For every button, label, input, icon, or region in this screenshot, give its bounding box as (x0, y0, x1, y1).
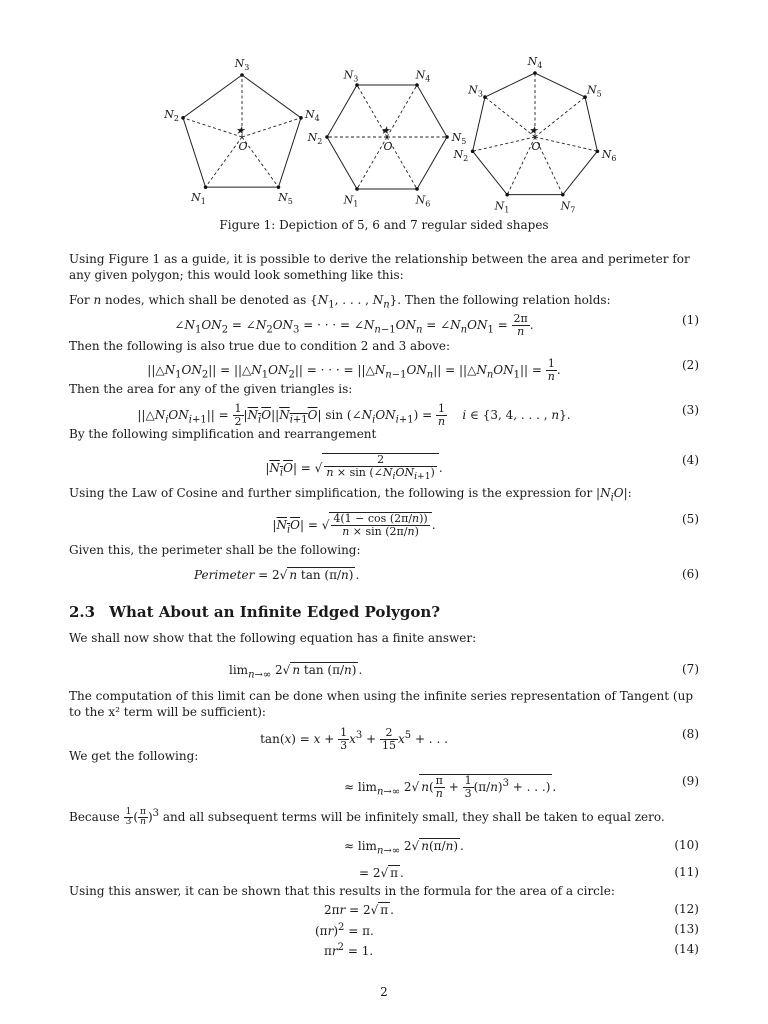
hexagon-vertex (325, 135, 329, 139)
heptagon-vertex-label: $N_5$ (587, 83, 602, 99)
heptagon-vertex-label: $N_3$ (468, 83, 483, 99)
equation-5: $|N_iO|$ = √ $\frac{4(1 - \cos (2\pi/n))}{n \times \sin (2\pi/n)}$ . (5) (272, 512, 699, 538)
paragraph-perimeter: Given this, the perimeter shall be the following: (69, 543, 361, 557)
section-title: What About an Infinite Edged Polygon? (109, 603, 441, 621)
inline-fraction: $\frac{1}{3}$ ( $\frac{\pi}{n}$ )$^3$ (125, 807, 160, 827)
heptagon-vertex (561, 193, 565, 197)
figure-regular-polygons (160, 55, 620, 215)
pentagon-vertex (277, 185, 281, 189)
heptagon-vertex-label: $N_7$ (560, 199, 576, 215)
section-number: 2.3 (69, 603, 96, 621)
equation-number: (12) (674, 902, 699, 916)
equation-10: ≈ $\lim_{n\to\infty} 2√$ n(π/n) . (10) (344, 838, 699, 857)
equation-6: Perimeter = 2√ n tan (π/n) . (6) (194, 567, 699, 582)
heptagon-vertex (533, 71, 537, 75)
paragraph-condition: Then the following is also true due to condition 2 and 3 above: (69, 339, 451, 353)
paragraph-because: Because $\frac{1}{3}$ ( $\frac{\pi}{n}$ )$^3$ and all subsequent terms will be infinitely small, they shall be taken to equal zero. (69, 807, 665, 827)
pentagon-radius (242, 118, 301, 137)
paragraph-tangent-series: The computation of this limit can be done when using the infinite series representation of Tangent (up to the x² term will be sufficient): (69, 689, 693, 719)
paragraph-nodes: For n nodes, which shall be denoted as {$N_1$, . . . , $N_n$}. Then the following relation holds: (69, 293, 611, 311)
heptagon-vertex-label: $N_1$ (494, 199, 510, 215)
hexagon-diagram (307, 69, 467, 209)
pentagon-center-label: O (238, 140, 248, 153)
paragraph-law-of-cosine: Using the Law of Cosine and further simplification, the following is the expression for $|N_iO|$: (69, 486, 632, 504)
pentagon-vertex-label: $N_4$ (305, 108, 320, 124)
hexagon-vertex-label: $N_4$ (415, 68, 431, 84)
equation-number: (11) (674, 865, 699, 879)
equation-number: (8) (682, 727, 699, 741)
hexagon-center-star: ★ (380, 124, 390, 137)
equation-number: (6) (682, 567, 699, 581)
equation-4: $|N_iO|$ = √ $\frac{2}{n \times \sin (\angle N_iON_{i+1})}$ . (4) (265, 453, 699, 483)
section-heading (69, 603, 454, 621)
equation-number: (2) (682, 358, 699, 372)
paragraph-area: Then the area for any of the given triangles is: (69, 382, 353, 396)
pentagon-vertex (240, 73, 244, 77)
heptagon-vertex (505, 193, 509, 197)
paragraph-finite-answer: We shall now show that the following equation has a finite answer: (69, 631, 477, 645)
hexagon-vertex-label: $N_2$ (307, 131, 323, 146)
equation-number: (13) (674, 922, 699, 936)
equation-13: $(\pi r)^2 = \pi$. (13) (315, 922, 699, 938)
equation-12: 2πr = 2√ π . (12) (324, 902, 699, 917)
equation-7: $\lim_{n\to\infty} 2√$ n tan (π/n) . (7) (229, 662, 699, 681)
pentagon-vertex-label: $N_2$ (164, 108, 179, 124)
pentagon-radius (183, 118, 242, 137)
equation-9: ≈ $\lim_{n\to\infty} 2√$ n( $\frac{\pi}{n}$ + $\frac{1}{3}$ $(\pi/n)^3$ + . . .) . (9) (344, 774, 699, 800)
hexagon-vertex-label: $N_3$ (343, 68, 359, 84)
heptagon-vertex-label: $N_6$ (601, 147, 617, 163)
equation-number: (3) (682, 403, 699, 417)
pentagon-radius (206, 137, 242, 187)
heptagon-vertex (471, 149, 475, 153)
hexagon-vertex (355, 187, 359, 191)
heptagon-center-label: O (531, 140, 541, 153)
equation-1: $\angle N_1ON_2$ = $\angle N_2ON_3$ = · · · = $\angle N_{n-1}ON_n$ = $\angle N_nON_1$ = $\frac{2\pi}{n}$ . (1) (174, 312, 699, 338)
hexagon-vertex-label: $N_5$ (451, 131, 467, 146)
heptagon-center-star: ★ (528, 124, 538, 137)
heptagon-diagram (453, 55, 617, 214)
pentagon-vertex-label: $N_1$ (191, 190, 206, 206)
figure-caption: Figure 1: Depiction of 5, 6 and 7 regular sided shapes (219, 218, 549, 232)
equation-number: (9) (682, 774, 699, 788)
equation-14: $\pi r^2 = 1$. (14) (324, 942, 699, 958)
equation-8: tan(x) = x + $\frac{1}{3}$ $x^3$ + $\frac{2}{15}$ $x^5$ + . . . (8) (260, 726, 699, 752)
equation-number: (4) (682, 453, 699, 467)
heptagon-radius (473, 137, 535, 151)
heptagon-vertex (596, 149, 600, 153)
pentagon-vertex (181, 116, 185, 120)
equation-11: = 2√ π . (11) (359, 865, 699, 880)
equation-2: $||\triangle N_1ON_2||$ = $||\triangle N_1ON_2||$ = · · · = $||\triangle N_{n-1}ON_n||$ = $||\triangle N_nON_1||$ = $\frac{1}{n}$ . (2) (147, 357, 699, 383)
equation-number: (10) (674, 838, 699, 852)
equation-number: (7) (682, 662, 699, 676)
paragraph-we-get: We get the following: (69, 749, 199, 763)
page-number: 2 (380, 985, 388, 999)
pentagon-vertex-label: $N_3$ (234, 57, 250, 72)
paragraph-circle: Using this answer, it can be shown that this results in the formula for the area of a circle: (69, 884, 615, 898)
heptagon-radius (535, 137, 597, 151)
hexagon-radius (387, 85, 417, 137)
paragraph-intro: Using Figure 1 as a guide, it is possible to derive the relationship between the area and perimeter for any given polygon; this would look something like this: (69, 252, 690, 282)
equation-number: (14) (674, 942, 699, 956)
hexagon-vertex (415, 83, 419, 87)
hexagon-vertex-label: $N_1$ (343, 193, 359, 209)
pentagon-vertex (204, 185, 208, 189)
hexagon-center-label: O (383, 140, 393, 153)
hexagon-vertex-label: $N_6$ (415, 193, 431, 209)
pentagon-center-star: ★ (235, 124, 245, 137)
pentagon-vertex-label: $N_5$ (278, 190, 293, 206)
pentagon-diagram (163, 57, 319, 206)
hexagon-vertex (445, 135, 449, 139)
hexagon-vertex (415, 187, 419, 191)
equation-number: (1) (682, 313, 699, 327)
heptagon-vertex (483, 95, 487, 99)
heptagon-vertex-label: $N_4$ (527, 55, 543, 70)
hexagon-vertex (355, 83, 359, 87)
heptagon-radius (535, 97, 585, 137)
equation-number: (5) (682, 512, 699, 526)
heptagon-vertex-label: $N_2$ (453, 147, 469, 163)
paragraph-simplification: By the following simplification and rearrangement (69, 427, 377, 441)
pentagon-vertex (299, 116, 303, 120)
equation-3: $||\triangle N_iON_{i+1}||$ = $\frac{1}{2}$ $|N_iO||N_{i+1}O|$ $\sin (\angle N_iON_{i+1})$ = $\frac{1}{n}$ i ∈ {3, 4, . . . , n}. (3) (137, 402, 699, 428)
